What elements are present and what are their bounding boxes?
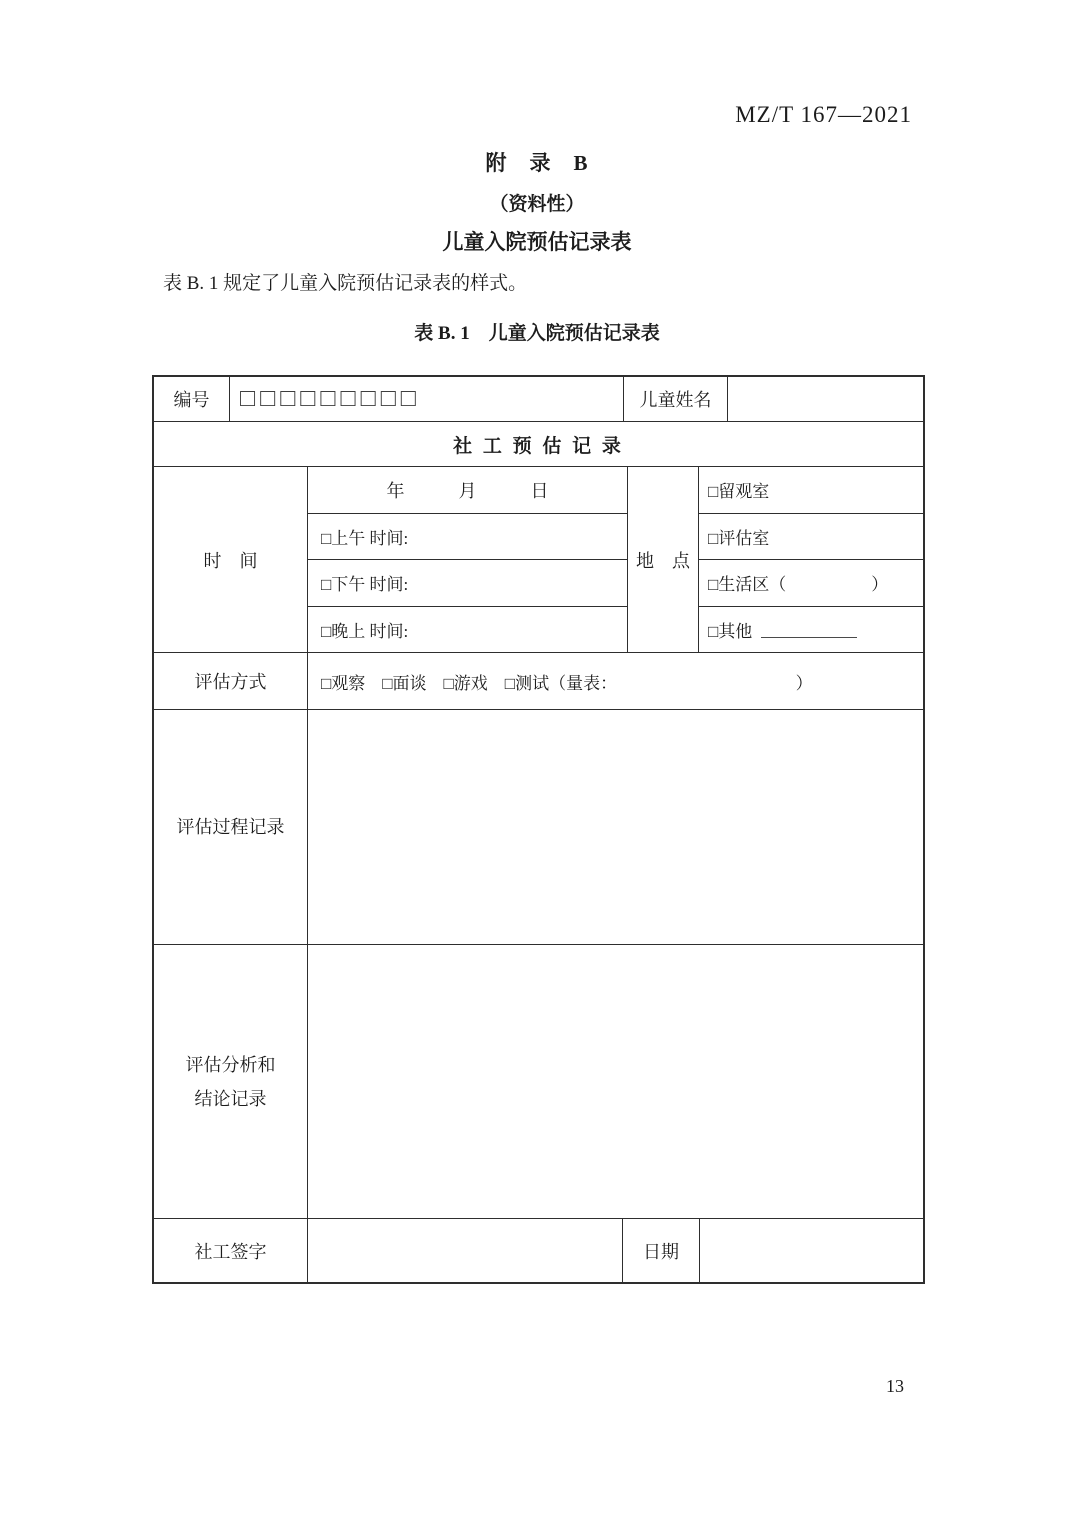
id-boxes-cell: □□□□□□□□□ xyxy=(229,377,623,421)
child-name-value-cell xyxy=(727,377,923,421)
table-row-process-record xyxy=(154,709,923,944)
appendix-heading: 附 录 B xyxy=(485,151,589,175)
location-assessment-room-checkbox-row: □评估室 xyxy=(699,513,923,560)
signature-label-cell: 社工签字 xyxy=(194,1241,267,1262)
location-living-area-checkbox-row: □生活区（ ） xyxy=(699,559,923,606)
method-label-cell: 评估方式 xyxy=(194,672,267,692)
table-row-time-location xyxy=(154,466,923,652)
appendix-form-title: 儿童入院预估记录表 xyxy=(442,230,632,254)
location-options-column xyxy=(698,467,923,652)
table-row-method xyxy=(154,652,923,709)
conclusion-record-value-cell xyxy=(307,945,923,1218)
location-label-cell: 地 点 xyxy=(627,467,698,652)
time-morning-checkbox-row: □上午 时间: xyxy=(308,513,627,560)
process-record-value-cell xyxy=(307,710,923,944)
conclusion-label-line1: 评估分析和 xyxy=(185,1054,276,1075)
appendix-title-block xyxy=(0,147,1074,256)
table-row-conclusion-record xyxy=(154,944,923,1218)
time-label-cell: 时 间 xyxy=(203,550,258,571)
blank-underline xyxy=(761,636,857,638)
id-label-cell: 编号 xyxy=(173,390,210,410)
table-row-signature xyxy=(154,1218,923,1282)
conclusion-record-label-cell xyxy=(154,945,307,1218)
section-header-cell: 社 工 预 估 记 录 xyxy=(453,435,624,457)
time-evening-checkbox-row: □晚上 时间: xyxy=(308,606,627,653)
location-other-label: □其他 xyxy=(708,621,753,641)
date-value-cell xyxy=(699,1219,923,1282)
location-observation-room-checkbox-row: □留观室 xyxy=(708,482,770,502)
time-options-column xyxy=(307,467,627,652)
signature-value-cell xyxy=(307,1219,622,1282)
location-other-checkbox-row xyxy=(699,606,923,653)
time-afternoon-checkbox-row: □下午 时间: xyxy=(308,559,627,606)
appendix-subheading-informative: （资料性） xyxy=(489,194,585,215)
table-caption: 表 B. 1 儿童入院预估记录表 xyxy=(414,323,660,344)
table-row-section-header xyxy=(154,421,923,466)
table-row-id xyxy=(154,377,923,421)
date-label-cell: 日期 xyxy=(622,1219,699,1282)
intro-paragraph: 表 B. 1 规定了儿童入院预估记录表的样式。 xyxy=(163,273,528,294)
page-number: 13 xyxy=(886,1376,904,1396)
child-name-label-cell: 儿童姓名 xyxy=(623,377,727,421)
conclusion-label-line2: 结论记录 xyxy=(194,1088,267,1109)
standard-code-header: MZ/T 167—2021 xyxy=(735,102,912,127)
assessment-form-table xyxy=(152,375,925,1284)
time-date-row: 年 月 日 xyxy=(386,480,549,501)
method-options-cell: □观察 □面谈 □游戏 □测试（量表： ） xyxy=(307,653,923,709)
process-record-label-cell: 评估过程记录 xyxy=(176,817,285,837)
